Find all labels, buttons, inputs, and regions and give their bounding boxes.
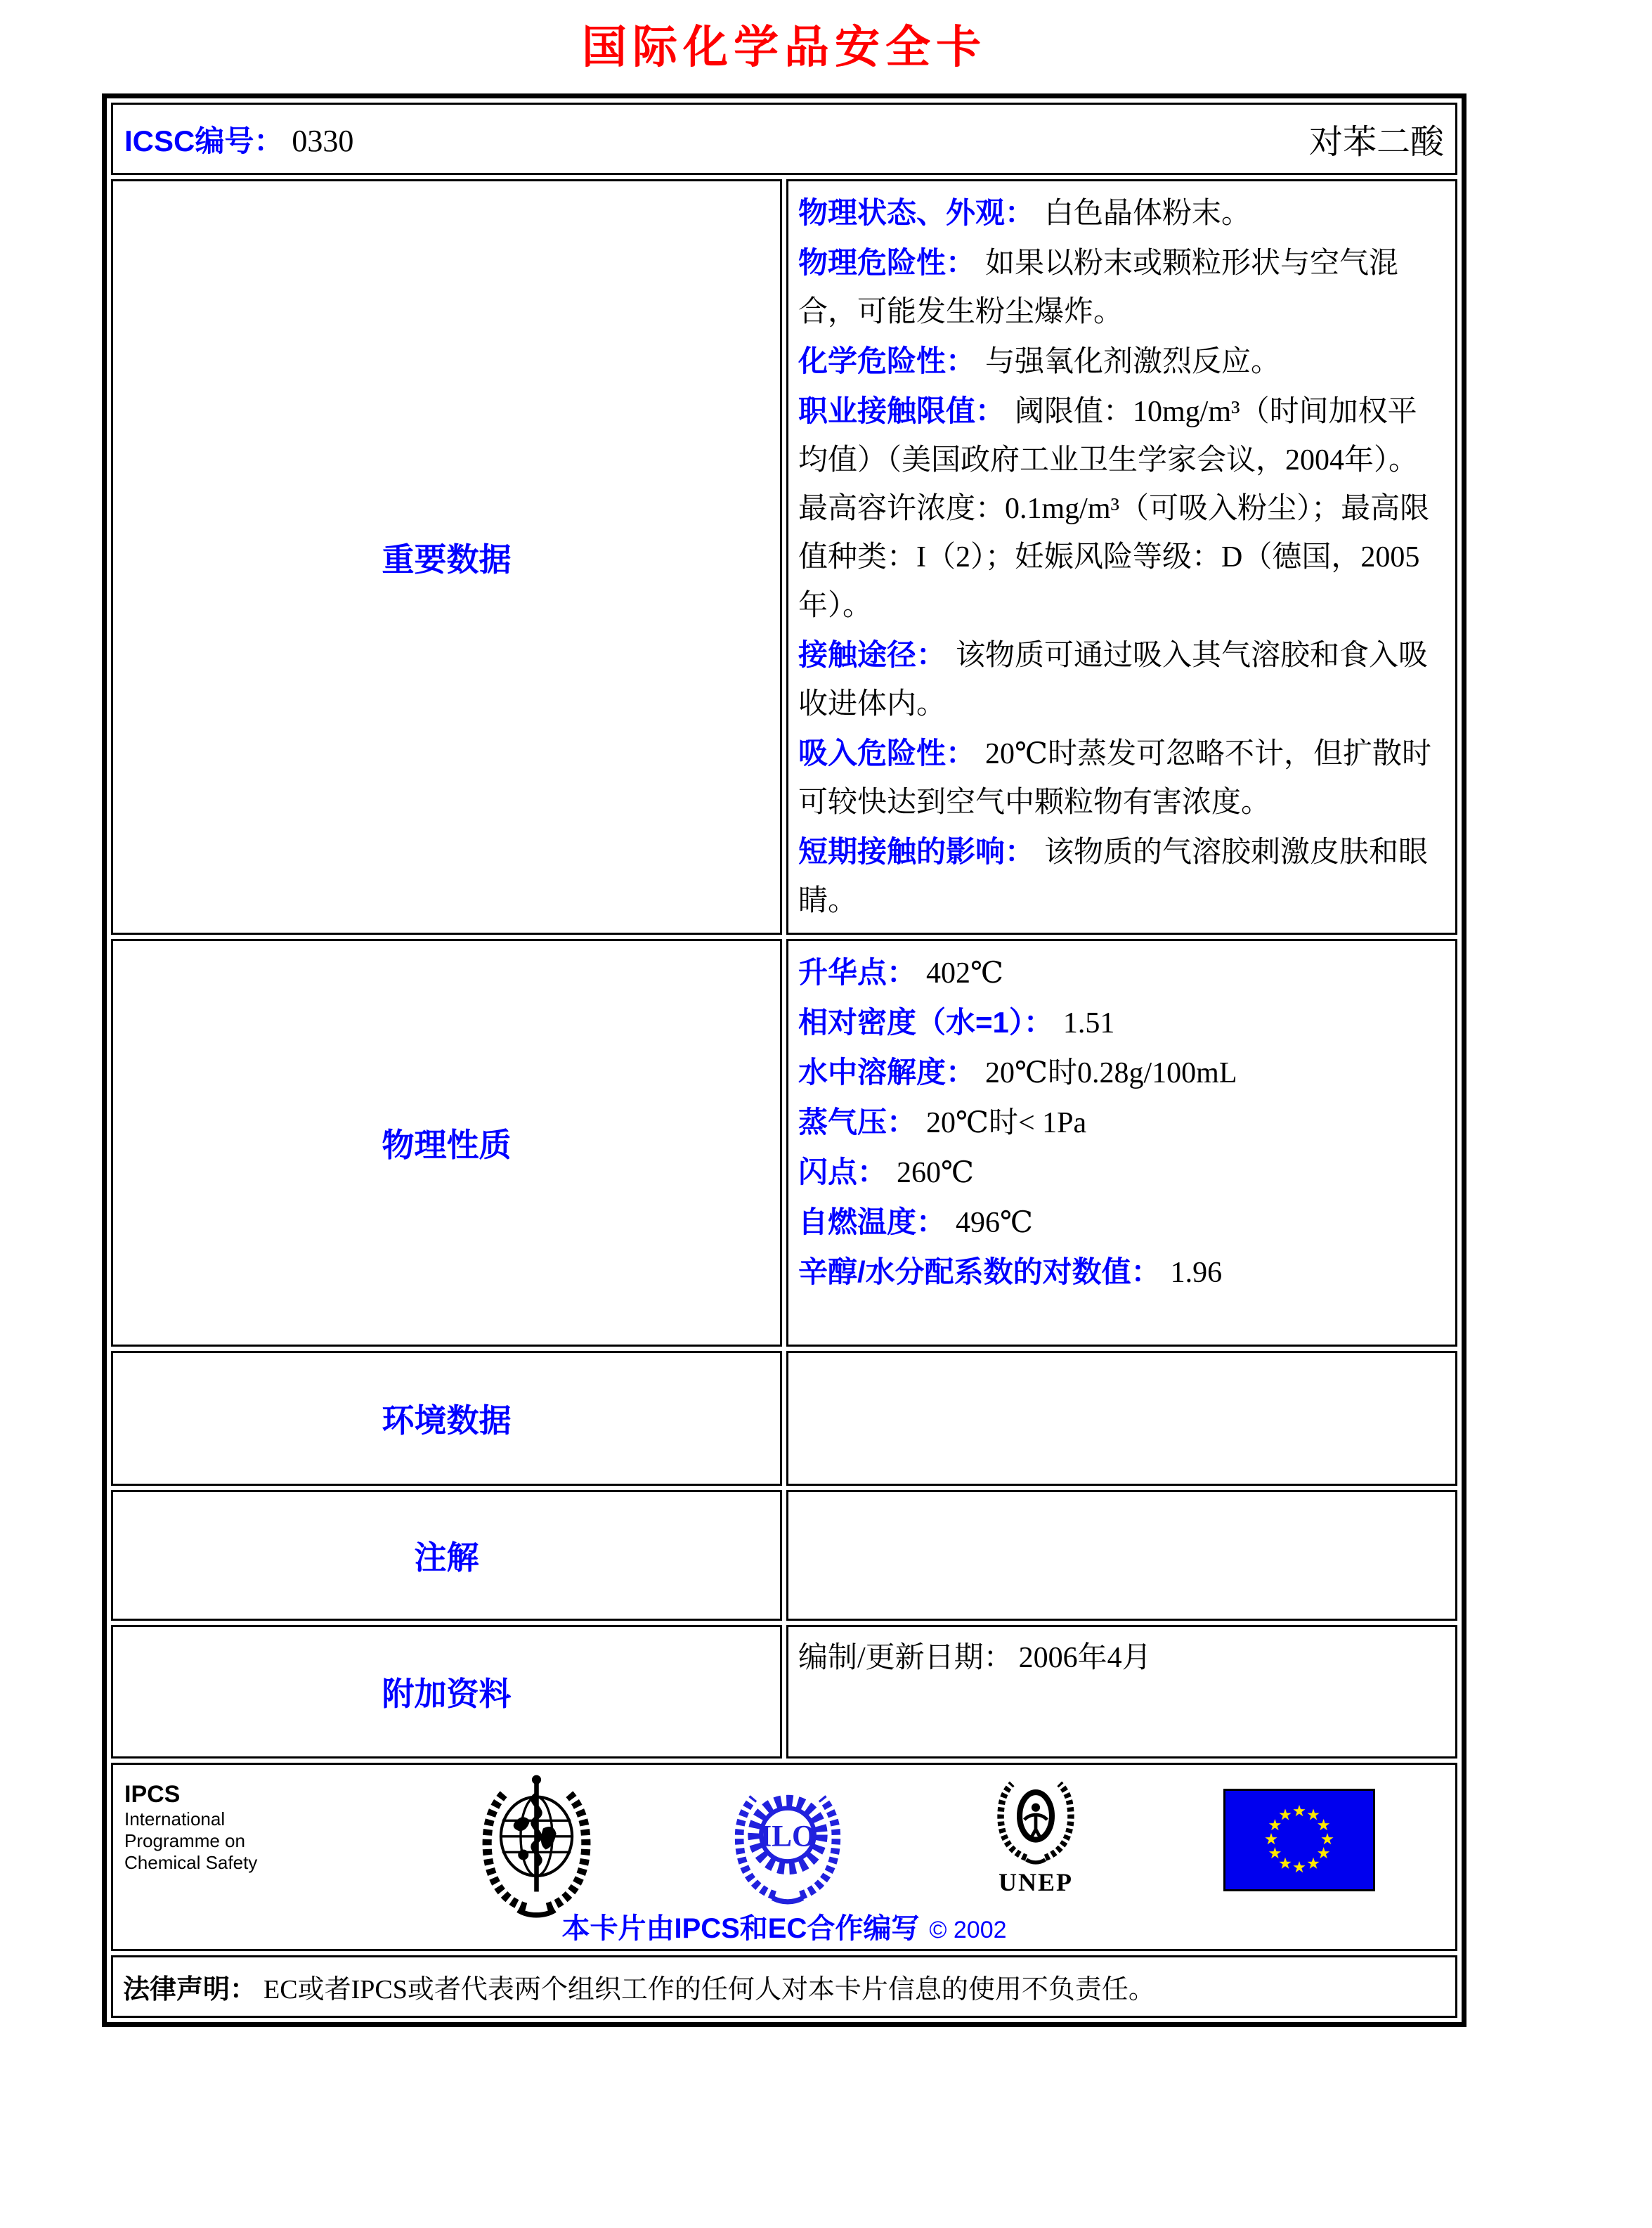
property-line: [798, 337, 1445, 387]
property-label: 升华点：: [798, 956, 917, 989]
property-line: [798, 238, 1445, 337]
eu-flag-icon: [1223, 1789, 1375, 1891]
property-value: 与强氧化剂激烈反应。: [985, 346, 1281, 378]
icsc-number-group: [124, 118, 353, 160]
property-label: 吸入危险性：: [798, 737, 976, 770]
property-line: [798, 998, 1445, 1048]
ilo-logo-icon: [724, 1776, 851, 1906]
section-label-physical-properties: 物理性质: [111, 939, 782, 1347]
ilo-logo-text: ILO: [760, 1820, 816, 1853]
property-label: 编制/更新日期：: [798, 1642, 1013, 1674]
unep-logo-text: UNEP: [999, 1868, 1073, 1896]
environmental-data-content: [786, 1351, 1457, 1486]
property-label: 相对密度（水=1）：: [798, 1006, 1053, 1039]
property-value: 20℃时蒸发可忽略不计，但扩散时可较快达到空气中颗粒物有害浓度。: [798, 738, 1431, 819]
unep-logo-icon: [987, 1770, 1085, 1865]
property-label: 水中溶解度：: [798, 1056, 976, 1089]
property-value: 白色晶体粉末。: [1044, 197, 1251, 230]
property-line: [798, 1634, 1445, 1683]
property-line: [798, 188, 1445, 238]
property-value: 20℃时< 1Pa: [926, 1107, 1087, 1139]
property-line: [798, 1048, 1445, 1098]
additional-info-row: [111, 1625, 1457, 1759]
property-line: [798, 630, 1445, 729]
property-value: 如果以粉末或颗粒形状与空气混合，可能发生粉尘爆炸。: [798, 247, 1399, 328]
section-label-notes: 注解: [111, 1490, 782, 1621]
physical-properties-row: [111, 939, 1457, 1347]
property-label: 物理状态、外观：: [798, 196, 1035, 229]
icsc-card-table: [102, 93, 1466, 2027]
property-value: 阈限值：10mg/m³（时间加权平均值）（美国政府工业卫生学家会议，2004年）。最高容许浓度：0.1mg/m³（可吸入粉尘）；最高限值种类：I（2）；妊娠风险等级：D（德国，2005年）。: [798, 396, 1430, 622]
additional-info-content: [786, 1625, 1457, 1759]
logos-row: [111, 1763, 1457, 1951]
property-value: 20℃时0.28g/100mL: [985, 1057, 1237, 1089]
important-data-row: [111, 179, 1457, 935]
property-label: 蒸气压：: [798, 1106, 917, 1139]
property-line: [798, 1248, 1445, 1297]
property-value: 1.96: [1170, 1257, 1223, 1289]
property-line: [798, 948, 1445, 998]
property-value: 260℃: [897, 1157, 974, 1189]
legal-row: [111, 1955, 1457, 2018]
legal-notice-text: EC或者IPCS或者代表两个组织工作的任何人对本卡片信息的使用不负责任。: [264, 1975, 1155, 2004]
cooperation-caption-text: 本卡片由IPCS和EC合作编写: [561, 1913, 920, 1944]
property-value: 1.51: [1062, 1007, 1115, 1039]
legal-cell: [111, 1955, 1457, 2018]
ipcs-text-block: [124, 1780, 257, 1874]
legal-notice-label: 法律声明：: [123, 1975, 257, 2004]
unep-logo: [983, 1770, 1088, 1896]
ipcs-line-1: International: [124, 1808, 226, 1829]
property-label: 短期接触的影响：: [798, 835, 1035, 868]
property-line: [798, 1098, 1445, 1148]
who-logo-icon: [468, 1770, 605, 1918]
property-label: 接触途径：: [798, 638, 947, 671]
property-line: [798, 1198, 1445, 1248]
ipcs-line-2: Programme on: [124, 1830, 245, 1851]
notes-row: [111, 1490, 1457, 1621]
property-line: [798, 387, 1445, 630]
property-value: 496℃: [956, 1207, 1033, 1239]
ipcs-abbr: IPCS: [124, 1781, 181, 1808]
property-value: 该物质可通过吸入其气溶胶和食入吸收进体内。: [798, 640, 1429, 720]
chemical-name: 对苯二酸: [1308, 124, 1444, 161]
ipcs-line-3: Chemical Safety: [124, 1852, 258, 1873]
section-label-environmental-data: 环境数据: [111, 1351, 782, 1486]
environmental-data-row: [111, 1351, 1457, 1486]
property-value: 该物质的气溶胶刺激皮肤和眼睛。: [798, 836, 1429, 917]
section-label-additional-info: 附加资料: [111, 1625, 782, 1759]
icsc-number-label: ICSC编号：: [124, 124, 284, 157]
header-row: [111, 103, 1457, 175]
header-cell: [111, 103, 1457, 175]
property-value: 402℃: [926, 957, 1003, 990]
property-line: [798, 729, 1445, 827]
property-label: 自燃温度：: [798, 1205, 947, 1238]
property-value: 2006年4月: [1018, 1642, 1152, 1674]
property-label: 闪点：: [798, 1155, 887, 1189]
property-label: 辛醇/水分配系数的对数值：: [798, 1255, 1161, 1288]
property-line: [798, 1148, 1445, 1198]
property-label: 职业接触限值：: [798, 394, 1006, 427]
cooperation-caption: [113, 1906, 1455, 1946]
property-label: 化学危险性：: [798, 344, 976, 377]
important-data-content: [786, 179, 1457, 935]
notes-content: [786, 1490, 1457, 1621]
property-label: 物理危险性：: [798, 246, 976, 279]
logos-cell: [111, 1763, 1457, 1951]
copyright-text: © 2002: [929, 1917, 1007, 1943]
physical-properties-content: [786, 939, 1457, 1347]
section-label-important-data: 重要数据: [111, 179, 782, 935]
property-line: [798, 827, 1445, 926]
icsc-number-value: 0330: [292, 123, 354, 158]
page-title: 国际化学品安全卡: [582, 22, 987, 72]
